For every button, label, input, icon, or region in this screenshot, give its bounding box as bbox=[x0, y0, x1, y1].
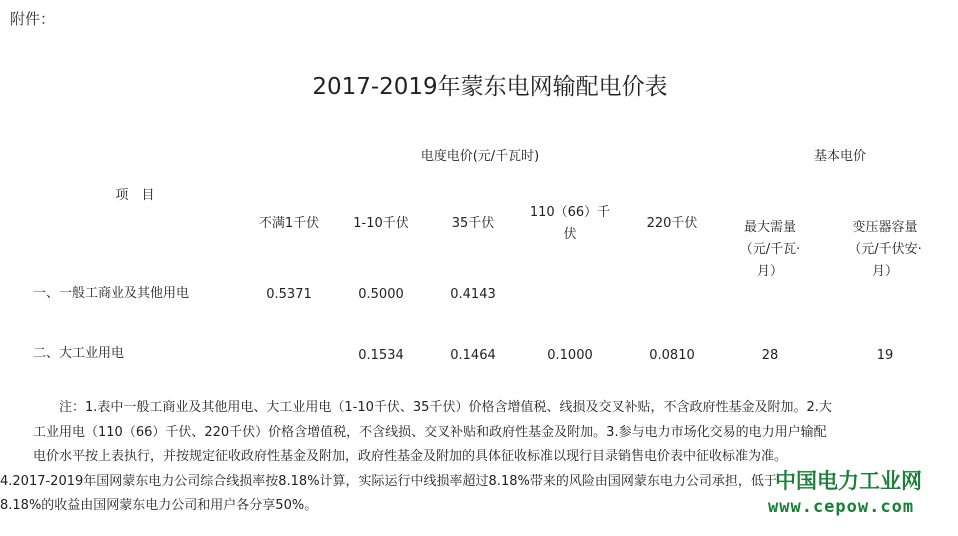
col-header-max-demand bbox=[720, 217, 820, 283]
row-label-general-commercial: 一、一般工商业及其他用电 bbox=[33, 286, 190, 301]
note-line-3: 电价水平按上表执行，并按规定征收政府性基金及附加，政府性基金及附加的具体征收标准以现行目录销售电价表中征收标准为准。 bbox=[33, 449, 788, 464]
note-line-1: 注：1.表中一般工商业及其他用电、大工业用电（1-10千伏、35千伏）价格含增值税、线损及交叉补贴，不含政府性基金及附加。2.大 bbox=[59, 400, 832, 415]
cell-general-35kv: 0.4143 bbox=[450, 287, 496, 302]
watermark-site-name: 中国电力工业网 bbox=[775, 469, 922, 493]
col-header-lt1kv: 不满1千伏 bbox=[258, 216, 320, 231]
cell-general-1-10kv: 0.5000 bbox=[358, 287, 404, 302]
col-header-110kv-line1: 110（66）千 bbox=[529, 205, 611, 220]
cell-industrial-35kv: 0.1464 bbox=[450, 348, 496, 363]
col-header-35kv: 35千伏 bbox=[451, 216, 495, 231]
cell-industrial-110kv: 0.1000 bbox=[547, 348, 593, 363]
col-header-max-demand-line2: （元/千瓦· bbox=[739, 242, 801, 257]
item-header: 项 目 bbox=[115, 188, 155, 203]
col-header-transformer-line3: 月） bbox=[871, 264, 898, 279]
row-label-large-industrial: 二、大工业用电 bbox=[33, 346, 125, 361]
col-header-max-demand-line1: 最大需量 bbox=[743, 220, 796, 235]
col-header-transformer bbox=[830, 217, 940, 283]
page-title: 2017-2019年蒙东电网输配电价表 bbox=[312, 74, 668, 100]
col-header-transformer-line1: 变压器容量 bbox=[852, 220, 918, 235]
cell-industrial-max-demand: 28 bbox=[761, 348, 779, 363]
col-header-220kv: 220千伏 bbox=[646, 216, 698, 231]
energy-price-group-header: 电度电价(元/千瓦时) bbox=[420, 149, 540, 164]
col-header-max-demand-line3: 月） bbox=[756, 264, 783, 279]
note-line-2: 工业用电（110（66）千伏、220千伏）价格含增值税，不含线损、交叉补贴和政府性基金及附加。3.参与电力市场化交易的电力用户输配 bbox=[33, 424, 827, 440]
attachment-label: 附件： bbox=[10, 10, 56, 28]
watermark-url: www.cepow.com bbox=[768, 497, 915, 517]
cell-industrial-220kv: 0.0810 bbox=[649, 348, 695, 363]
col-header-1-10kv: 1-10千伏 bbox=[353, 216, 409, 231]
basic-price-group-header: 基本电价 bbox=[813, 149, 866, 164]
note-line-5: 8.18%的收益由国网蒙东电力公司和用户各分享50%。 bbox=[0, 498, 318, 513]
cell-industrial-1-10kv: 0.1534 bbox=[358, 348, 404, 363]
note-line-4: 4.2017-2019年国网蒙东电力公司综合线损率按8.18%计算，实际运行中线损率超过8.18%带来的风险由国网蒙东电力公司承担，低于 bbox=[0, 473, 777, 489]
col-header-110kv bbox=[515, 202, 625, 246]
cell-general-lt1kv: 0.5371 bbox=[266, 287, 312, 302]
col-header-110kv-line2: 伏 bbox=[563, 227, 577, 242]
cell-industrial-transformer: 19 bbox=[876, 348, 894, 363]
col-header-transformer-line2: （元/千伏安· bbox=[848, 242, 922, 257]
